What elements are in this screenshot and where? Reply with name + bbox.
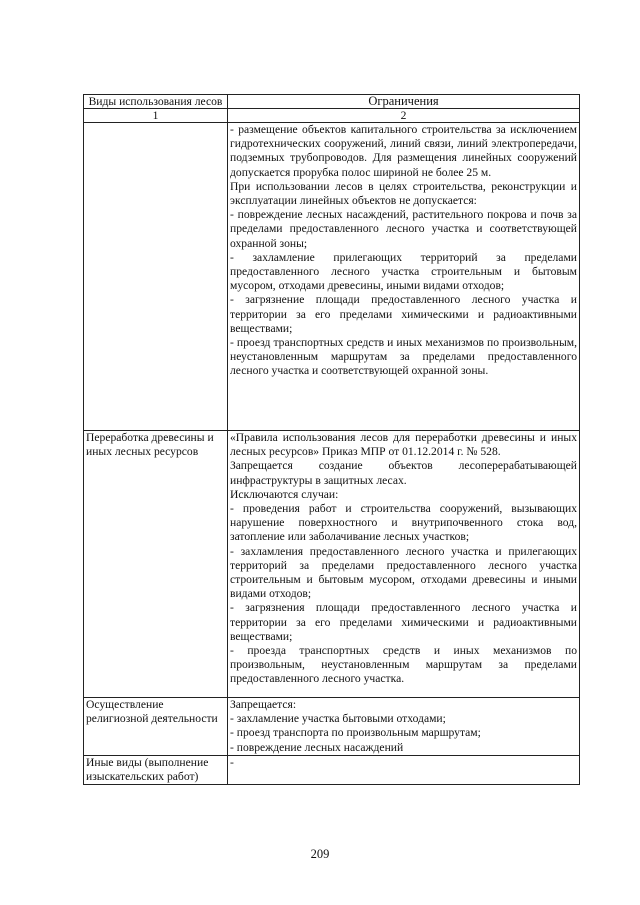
- restriction-line: - захламления предоставленного лесного участка и прилегающих территорий за пределами предоставленного лесного участка строительным и бытовым мусором, отходами древесины и иными видами отходов;: [230, 544, 577, 601]
- restrictions-table: [83, 94, 580, 785]
- restriction-line: -: [230, 755, 234, 769]
- restrictions-cell: [228, 755, 580, 784]
- forest-use-type: [84, 123, 228, 431]
- header-restrictions: Ограничения: [228, 95, 580, 109]
- restriction-line: - проезд транспорта по произвольным маршрутам;: [230, 726, 481, 740]
- restriction-line: - повреждение лесных насаждений: [230, 740, 404, 754]
- forest-use-type: Переработка древесины и иных лесных ресурсов: [84, 431, 228, 698]
- table-row: [84, 431, 580, 698]
- restrictions-cell: [228, 123, 580, 431]
- table-row: [84, 755, 580, 784]
- restriction-line: Исключаются случаи:: [230, 487, 339, 501]
- restriction-line: - захламление прилегающих территорий за пределами предоставленного лесного участка строительным и бытовым мусором, отходами древесины, иными видами отходов;: [230, 250, 577, 293]
- page-number: 209: [310, 847, 330, 861]
- column-numbers-row: [84, 109, 580, 123]
- restriction-line: - загрязнения площади предоставленного лесного участка и территории за его пределами химическими и радиоактивными веществами;: [230, 601, 577, 643]
- restriction-line: - загрязнение площади предоставленного лесного участка и территории за его пределами химическими и радиоактивными веществами;: [230, 293, 577, 335]
- header-forest-use-types: Виды использования лесов: [84, 95, 228, 109]
- restriction-line: «Правила использования лесов для переработки древесины и иных лесных ресурсов» Приказ МПР от 01.12.2014 г. № 528.: [230, 431, 577, 459]
- restrictions-cell: [228, 431, 580, 698]
- restriction-line: - проезд транспортных средств и иных механизмов по произвольным, неустановленным маршрутам за пределами предоставленного лесного участка и соответствующей охранной зоны.: [230, 336, 577, 378]
- restriction-line: Запрещается создание объектов лесоперерабатывающей инфраструктуры в защитных лесах.: [230, 459, 577, 487]
- restriction-line: - проезда транспортных средств и иных механизмов по произвольным, неустановленным маршрутам за пределами предоставленного лесного участка.: [230, 644, 577, 686]
- table-row: [84, 123, 580, 431]
- restriction-line: - размещение объектов капитального строительства за исключением гидротехнических сооружений, линий связи, линий электропередачи, подземных трубопроводов. Для размещения линейных сооружений допускается прорубка полос шириной не более 25 м.: [230, 123, 577, 179]
- forest-use-type: Иные виды (выполнение изыскательских работ): [84, 755, 228, 784]
- restriction-line: Запрещается:: [230, 698, 297, 711]
- forest-use-type: Осуществление религиозной деятельности: [84, 698, 228, 756]
- restriction-line: - проведения работ и строительства сооружений, вызывающих нарушение поверхностного и внутрипочвенного стока вод, затопление или заболачивание лесных участков;: [230, 502, 577, 544]
- column-number-2: 2: [228, 109, 580, 123]
- restriction-line: При использовании лесов в целях строительства, реконструкции и эксплуатации линейных объектов не допускается:: [230, 179, 577, 208]
- column-number-1: 1: [84, 109, 228, 123]
- restriction-line: - повреждение лесных насаждений, растительного покрова и почв за пределами предоставленного лесного участка и соответствующей охранной зоны;: [230, 208, 577, 250]
- table-header-row: [84, 95, 580, 109]
- restrictions-cell: [228, 698, 580, 756]
- restriction-line: - захламление участка бытовыми отходами;: [230, 712, 446, 726]
- table-row: [84, 698, 580, 756]
